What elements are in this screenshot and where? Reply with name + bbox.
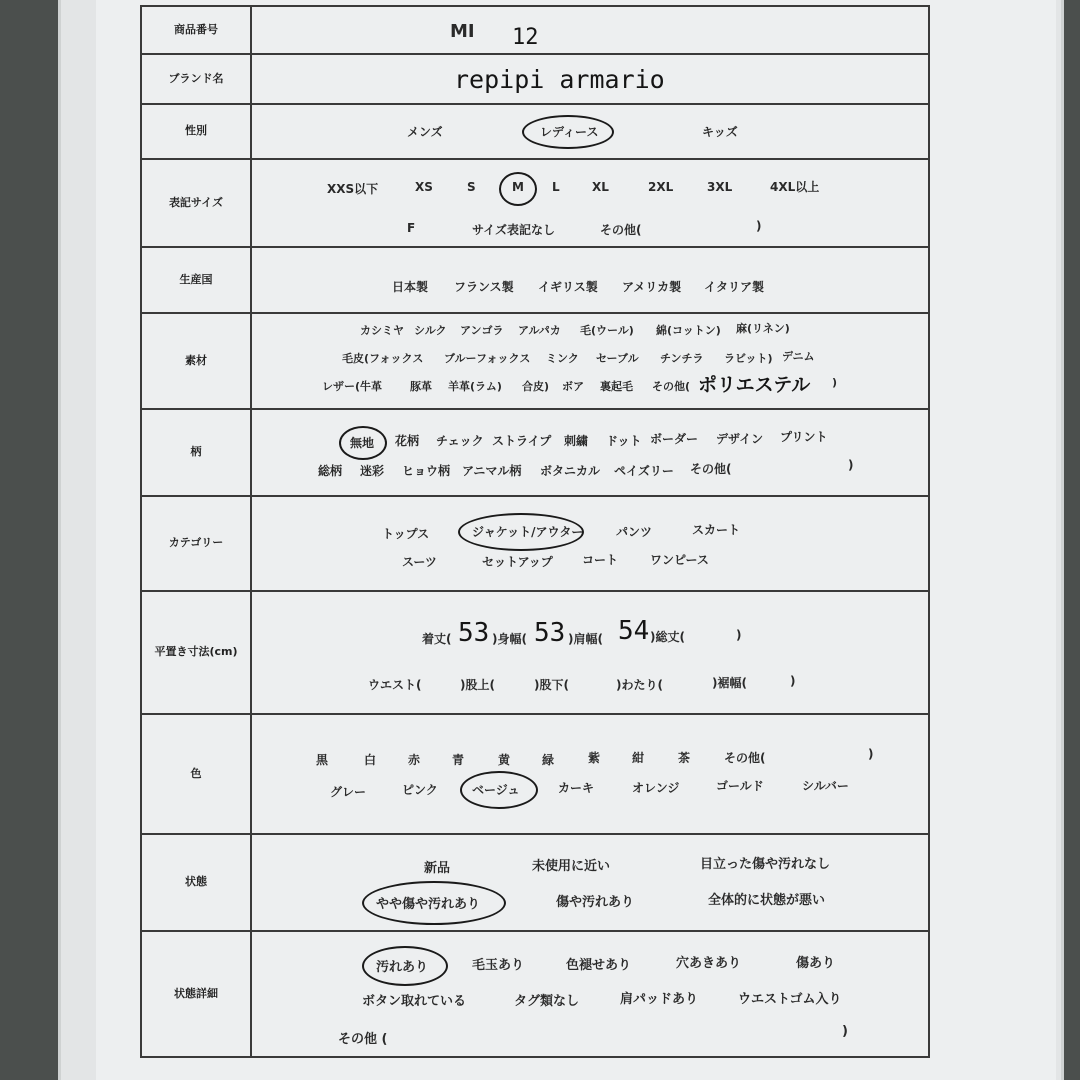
condition-detail-option: 穴あきあり	[676, 956, 742, 971]
material-option: )	[832, 376, 838, 389]
material-option: ラビット)	[724, 352, 773, 365]
size-option: サイズ表記なし	[472, 223, 556, 237]
measurements-label-line1: 平置き寸法	[154, 645, 210, 659]
pattern-option: プリント	[780, 430, 828, 444]
pattern-option: 無地	[350, 436, 375, 450]
pattern-option: ヒョウ柄	[402, 464, 451, 478]
color-option: 紺	[632, 751, 645, 765]
size-option: L	[552, 180, 560, 194]
measurement-label: )股下(	[534, 678, 569, 692]
color-option: 緑	[542, 753, 555, 767]
category-option: スーツ	[402, 555, 437, 569]
brand-handwritten: repipi armario	[454, 65, 665, 94]
condition-detail-option: 肩パッドあり	[620, 992, 699, 1007]
color-option: ピンク	[402, 783, 438, 797]
measurement-label: )身幅(	[492, 632, 527, 646]
row-material	[140, 312, 930, 408]
label-brand: ブランド名	[142, 55, 252, 103]
gender-option: レディース	[540, 125, 599, 139]
pattern-option: デザイン	[716, 432, 764, 446]
pattern-option: その他(	[690, 462, 732, 476]
pattern-option: 迷彩	[360, 464, 385, 478]
condition-option: 未使用に近い	[532, 859, 611, 874]
category-option: コート	[582, 553, 619, 567]
label-size: 表記サイズ	[142, 160, 252, 246]
material-option: 毛(ウール)	[580, 324, 634, 337]
size-option: XS	[415, 180, 433, 194]
measurement-value: 54	[618, 616, 650, 646]
measurements-label-line2: (cm)	[209, 645, 238, 659]
origin-option: イタリア製	[704, 280, 765, 294]
size-option: F	[407, 221, 416, 235]
label-product-number: 商品番号	[142, 7, 252, 53]
origin-option: 日本製	[392, 280, 429, 294]
condition-option: 傷や汚れあり	[556, 895, 635, 910]
pattern-option: 総柄	[318, 464, 343, 478]
color-option: ゴールド	[716, 779, 764, 793]
condition-option: やや傷や汚れあり	[376, 897, 481, 912]
material-option: チンチラ	[660, 352, 704, 365]
material-option: セーブル	[596, 352, 639, 365]
material-option: デニム	[782, 350, 815, 363]
color-option: その他(	[724, 751, 766, 765]
material-option: 麻(リネン)	[736, 322, 790, 335]
label-origin: 生産国	[142, 248, 252, 312]
gender-option: キッズ	[702, 125, 738, 139]
material-option: 綿(コットン)	[656, 324, 721, 337]
selection-circle	[522, 115, 614, 149]
row-product-number	[140, 5, 930, 53]
color-option: ベージュ	[472, 783, 520, 797]
size-option: 4XL以上	[770, 180, 820, 194]
color-option: グレー	[330, 785, 367, 799]
category-option: トップス	[382, 527, 430, 541]
row-condition-detail	[140, 930, 930, 1058]
row-brand	[140, 53, 930, 103]
selection-circle	[339, 426, 387, 460]
color-option: 黒	[316, 753, 329, 767]
pattern-option: 花柄	[395, 434, 420, 448]
measurement-label: )股上(	[460, 678, 495, 692]
measurement-label: ウエスト(	[368, 678, 422, 692]
row-color	[140, 713, 930, 833]
row-condition	[140, 833, 930, 930]
pattern-option: )	[848, 458, 854, 472]
condition-detail-option: タグ類なし	[514, 994, 580, 1009]
color-option: シルバー	[802, 779, 849, 793]
row-category	[140, 495, 930, 590]
condition-option: 目立った傷や汚れなし	[700, 857, 831, 872]
material-option: レザー(牛革	[322, 380, 383, 393]
material-option: 裏起毛	[600, 380, 633, 393]
condition-option: 全体的に状態が悪い	[708, 893, 826, 908]
material-option: アルパカ	[518, 324, 561, 337]
material-other-handwritten: ポリエステル	[698, 374, 811, 396]
measurement-label: )裾幅(	[712, 676, 747, 690]
color-option: 青	[452, 753, 465, 767]
material-option: 合皮)	[522, 380, 550, 393]
material-option: 羊革(ラム)	[448, 380, 502, 393]
product-number-printed: MI	[450, 21, 475, 42]
color-option: 白	[364, 753, 377, 767]
label-gender: 性別	[142, 105, 252, 158]
product-form	[140, 0, 930, 1060]
color-option: カーキ	[558, 781, 595, 795]
row-gender	[140, 103, 930, 158]
measurement-label: 着丈(	[422, 632, 452, 646]
category-option: スカート	[692, 523, 741, 537]
selection-circle	[362, 881, 506, 925]
measurement-value: 53	[458, 618, 490, 648]
origin-option: フランス製	[454, 280, 514, 294]
color-option: )	[868, 747, 874, 761]
label-condition-detail: 状態詳細	[142, 932, 252, 1056]
row-size	[140, 158, 930, 246]
material-option: 毛皮(フォックス	[342, 352, 424, 365]
gender-option: メンズ	[407, 125, 443, 139]
row-measurements	[140, 590, 930, 713]
color-option: 黄	[498, 753, 511, 767]
pattern-option: ボーダー	[650, 432, 699, 446]
row-origin	[140, 246, 930, 312]
label-color: 色	[142, 715, 252, 833]
label-condition: 状態	[142, 835, 252, 930]
label-pattern: 柄	[142, 410, 252, 495]
measurement-value: 53	[534, 618, 566, 648]
selection-circle	[460, 771, 538, 809]
color-option: 紫	[588, 751, 601, 765]
color-option: 赤	[408, 753, 421, 767]
measurement-label: )肩幅(	[568, 632, 603, 646]
category-option: セットアップ	[482, 555, 553, 569]
condition-detail-option: その他 (	[338, 1032, 388, 1047]
pattern-option: ボタニカル	[540, 464, 601, 478]
color-option: 茶	[678, 751, 691, 765]
condition-option: 新品	[424, 861, 451, 876]
selection-circle	[499, 172, 537, 206]
condition-detail-option: 毛玉あり	[472, 958, 525, 973]
label-material: 素材	[142, 314, 252, 408]
measurement-label: )	[790, 674, 796, 688]
material-option: ブルーフォックス	[444, 352, 531, 365]
material-option: アンゴラ	[460, 324, 504, 337]
measurement-label: )	[736, 628, 742, 642]
pattern-option: ドット	[606, 434, 642, 448]
size-option: 2XL	[648, 180, 674, 194]
color-option: オレンジ	[632, 781, 680, 795]
pattern-option: 刺繍	[564, 434, 589, 448]
category-option: ジャケット/アウター	[472, 525, 584, 539]
pattern-option: ストライプ	[492, 434, 552, 448]
pattern-option: ペイズリー	[614, 464, 674, 478]
material-option: ボア	[562, 380, 584, 393]
selection-circle	[458, 513, 584, 551]
origin-option: アメリカ製	[622, 280, 682, 294]
measurement-label: )総丈(	[650, 630, 685, 644]
size-option: M	[512, 180, 524, 194]
category-option: パンツ	[616, 525, 653, 539]
size-option: S	[467, 180, 476, 194]
size-option: XL	[592, 180, 609, 194]
product-number-handwritten: 12	[512, 25, 539, 50]
material-option: カシミヤ	[360, 324, 404, 337]
origin-option: イギリス製	[538, 280, 598, 294]
row-pattern	[140, 408, 930, 495]
condition-detail-option: 色褪せあり	[566, 958, 632, 973]
material-option: ミンク	[546, 352, 579, 365]
size-option: その他(	[600, 223, 642, 237]
label-category: カテゴリー	[142, 497, 252, 590]
selection-circle	[362, 946, 448, 986]
pattern-option: チェック	[436, 434, 484, 448]
size-option: 3XL	[707, 180, 733, 194]
material-option: 豚革	[410, 380, 432, 393]
pattern-option: アニマル柄	[462, 464, 522, 478]
material-option: その他(	[652, 380, 691, 393]
category-option: ワンピース	[650, 553, 709, 567]
condition-detail-option: )	[842, 1024, 848, 1039]
measurement-label: )わたり(	[616, 678, 663, 692]
condition-detail-option: 汚れあり	[376, 960, 429, 975]
size-option: )	[756, 219, 762, 233]
size-option: XXS以下	[327, 182, 379, 196]
material-option: シルク	[414, 324, 447, 337]
condition-detail-option: 傷あり	[796, 956, 836, 971]
condition-detail-option: ボタン取れている	[362, 994, 467, 1009]
label-measurements	[142, 592, 252, 713]
condition-detail-option: ウエストゴム入り	[738, 992, 842, 1007]
